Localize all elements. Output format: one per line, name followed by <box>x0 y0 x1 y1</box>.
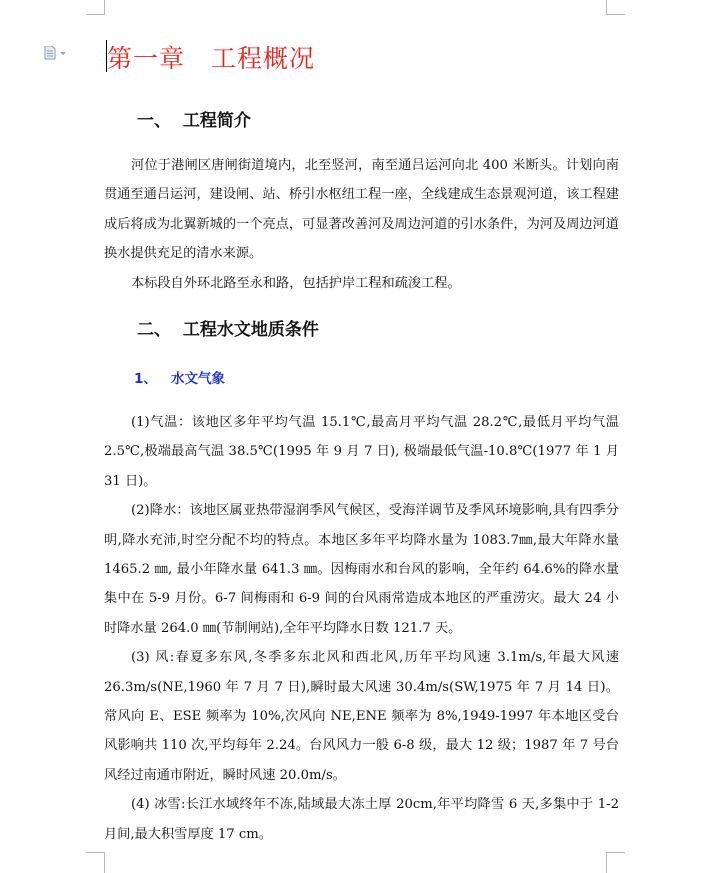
page-corner-mark-top-right <box>606 0 625 15</box>
dropdown-arrow-icon <box>60 52 66 55</box>
section-heading-overview[interactable]: 一、 工程简介 <box>137 111 251 131</box>
subsection-heading-hydrometeorology[interactable]: 1、 水文气象 <box>134 371 225 387</box>
paragraph[interactable]: (2)降水：该地区属亚热带湿润季风气候区，受海洋调节及季风环境影响,具有四季分明,降水充沛,时空分配不均的特点。本地区多年平均降水量为 1083.7㎜,最大年降水量 1465.2 ㎜, 最小年降水量 641.3 ㎜。因梅雨水和台风的影响，全年约 64.6%的降水量集中在 5-9 月份。6-7 间梅雨和 6-9 间的台风雨常造成本地区的严重涝灾。最大 24 小时降水量 264.0 ㎜(节制闸站),全年平均降水日数 121.7 天。 <box>104 503 619 636</box>
chapter-title[interactable]: 第一章 工程概况 <box>107 44 316 73</box>
section-heading-hydrogeology[interactable]: 二、 工程水文地质条件 <box>137 320 319 340</box>
section2-body <box>104 408 619 849</box>
page-corner-mark-bottom-right <box>606 852 625 873</box>
document-menu-button[interactable] <box>44 46 66 60</box>
paragraph[interactable]: (1)气温：该地区多年平均气温 15.1℃,最高月平均气温 28.2℃,最低月平均气温 2.5℃,极端最高气温 38.5℃(1995 年 9 月 7 日), 极端最低气温-10.8℃(1977 年 1 月 31 日)。 <box>104 415 619 489</box>
page-corner-mark-top-left <box>86 0 105 15</box>
paragraph[interactable]: 本标段自外环北路至永和路，包括护岸工程和疏浚工程。 <box>131 275 461 291</box>
paragraph[interactable]: (4) 冰雪:长江水域终年不冻,陆域最大冻土厚 20cm,年平均降雪 6 天,多集中于 1-2 月间,最大积雪厚度 17 cm。 <box>104 797 619 842</box>
paragraph[interactable]: 河位于港闸区唐闸街道境内，北至竖河，南至通吕运河向北 400 米断头。计划向南贯通至通吕运河，建设闸、站、桥引水枢纽工程一座，全线建成生态景观河道，该工程建成后将成为北翼新城的一个亮点，可显著改善河及周边河道的引水条件，为河及周边河道换水提供充足的清水来源。 <box>104 158 619 262</box>
document-icon <box>44 46 68 60</box>
paragraph[interactable]: (3) 风:春夏多东风,冬季多东北风和西北风,历年平均风速 3.1m/s,年最大风速 26.3m/s(NE,1960 年 7 月 7 日),瞬时最大风速 30.4m/s(SW,1975 年 7 月 14 日)。常风向 E、ESE 频率为 10%,次风向 NE,ENE 频率为 8%,1949-1997 年本地区受台风影响共 110 次,平均每年 2.24。台风风力一般 6-8 级，最大 12 级；1987 年 7 号台风经过南通市附近，瞬时风速 20.0m/s。 <box>104 650 619 783</box>
section1-body <box>104 151 619 298</box>
page-corner-mark-bottom-left <box>86 852 105 873</box>
